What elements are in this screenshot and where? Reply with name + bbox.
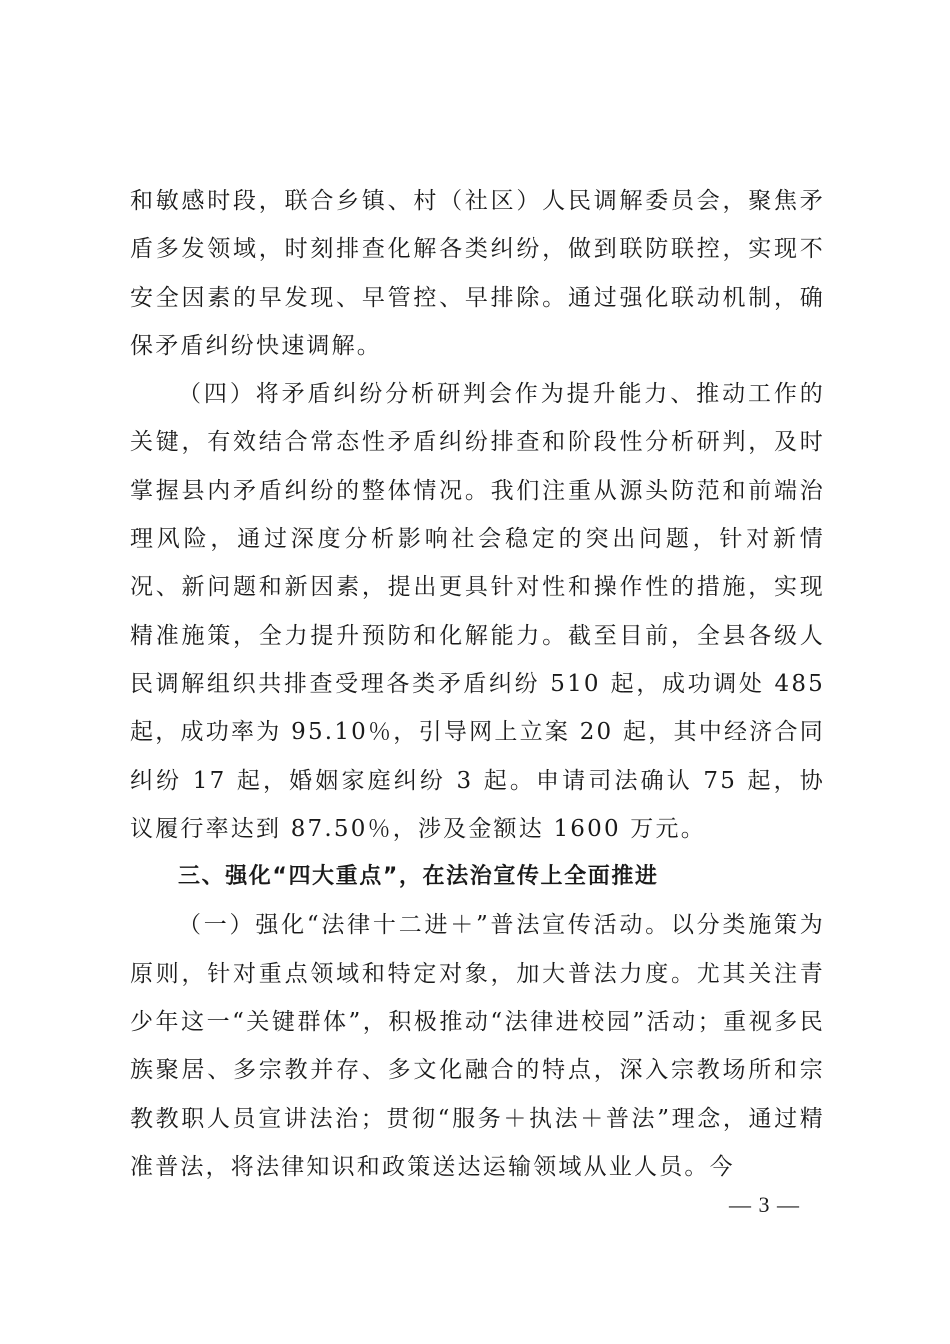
section-heading-three: 三、强化“四大重点”，在法治宣传上全面推进: [178, 864, 659, 890]
page-number: — 3 —: [729, 1192, 800, 1217]
paragraph-subsection-one: （一）强化“法律十二进＋”普法宣传活动。以分类施策为原则，针对重点领域和特定对象，加大普法力度。尤其关注青少年这一“关键群体”，积极推动“法律进校园”活动；重视多民族聚居、多宗教并存、多文化融合的特点，深入宗教场所和宗教教职人员宣讲法治；贯彻“服务＋执法＋普法”理念，通过精准普法，将法律知识和政策送达运输领域从业人员。今: [130, 912, 825, 1180]
paragraph-section-four: （四）将矛盾纠纷分析研判会作为提升能力、推动工作的关键，有效结合常态性矛盾纠纷排查和阶段性分析研判，及时掌握县内矛盾纠纷的整体情况。我们注重从源头防范和前端治理风险，通过深度分析影响社会稳定的突出问题，针对新情况、新问题和新因素，提出更具针对性和操作性的措施，实现精准施策，全力提升预防和化解能力。截至目前，全县各级人民调解组织共排查受理各类矛盾纠纷 510 起，成功调处 485 起，成功率为 95.10％，引导网上立案 20 起，其中经济合同纠纷 17 起，婚姻家庭纠纷 3 起。申请司法确认 75 起，协议履行率达到 87.50％，涉及金额达 1600 万元。: [130, 381, 825, 842]
paragraph-continuation: 和敏感时段，联合乡镇、村（社区）人民调解委员会，聚焦矛盾多发领域，时刻排查化解各类纠纷，做到联防联控，实现不安全因素的早发现、早管控、早排除。通过强化联动机制，确保矛盾纠纷快速调解。: [130, 188, 825, 359]
document-body: [130, 177, 825, 1191]
